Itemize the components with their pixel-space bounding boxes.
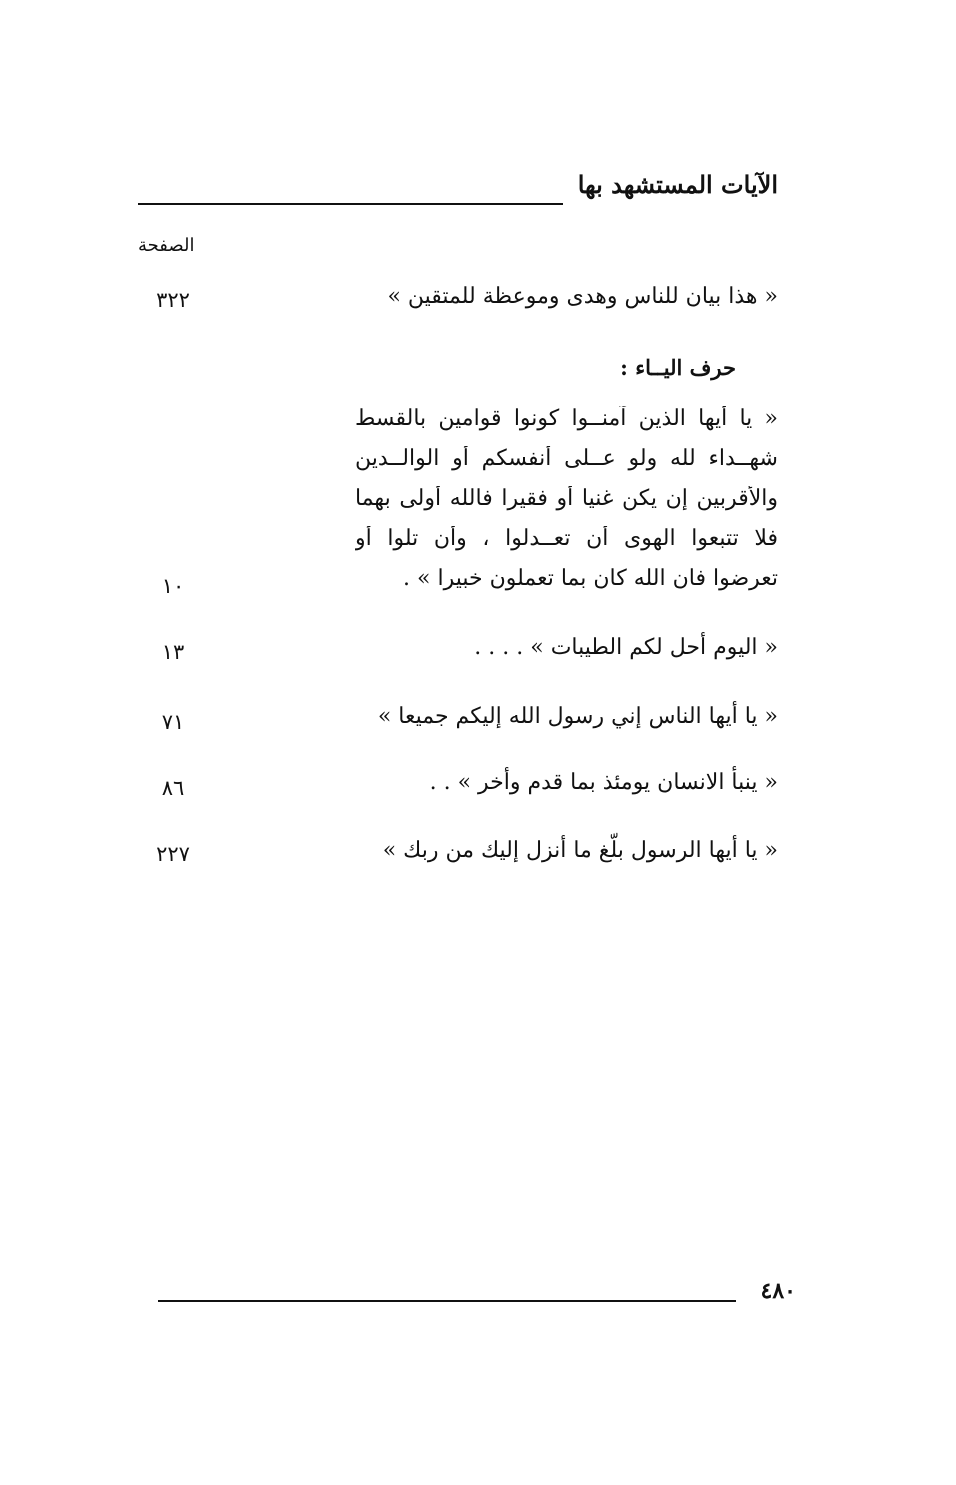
verse-page-number: ٧١: [161, 710, 185, 734]
page-folio: ٤٨٠: [760, 1278, 796, 1304]
verse-page-number: ٨٦: [161, 776, 185, 800]
running-title: الآيات المستشهد بها: [577, 170, 778, 199]
verse-page-number: ٣٢٢: [156, 288, 190, 312]
footer-rule: [158, 1300, 736, 1302]
verse-page-number: ٢٢٧: [156, 842, 190, 866]
verse-line: شهــداء لله ولو عــلى أنفسكم أو الوالــدين: [355, 446, 778, 471]
verse-page-number: ١٠: [161, 574, 185, 598]
verse-entry: « يا أيها الناس إني رسول الله إليكم جميعا »: [377, 704, 778, 729]
verse-entry: « اليوم أحل لكم الطيبات » . . . .: [474, 635, 778, 660]
verse-line: والأقربين إن يكن غنيا أو فقيرا فالله أولى بهما: [355, 486, 778, 511]
verse-line: فلا تتبعوا الهوى أن تعــدلوا ، وأن تلوا أو: [355, 526, 778, 551]
section-heading: حرف اليــاء :: [620, 355, 736, 380]
header-rule: [138, 203, 563, 205]
verse-line: « يا أيها الذين آمنــوا كونوا قوامين بالقسط: [355, 406, 778, 431]
verse-entry: « ينبأ الانسان يومئذ بما قدم وأخر » . .: [429, 770, 778, 795]
verse-entry: « هذا بيان للناس وهدى وموعظة للمتقين »: [387, 284, 778, 309]
verse-entry: « يا أيها الرسول بلّغ ما أنزل إليك من ربك »: [382, 838, 778, 863]
verse-page-number: ١٣: [161, 640, 185, 664]
verse-line: تعرضوا فان الله كان بما تعملون خبيرا » .: [403, 566, 778, 591]
page-column-label: الصفحة: [138, 235, 195, 256]
